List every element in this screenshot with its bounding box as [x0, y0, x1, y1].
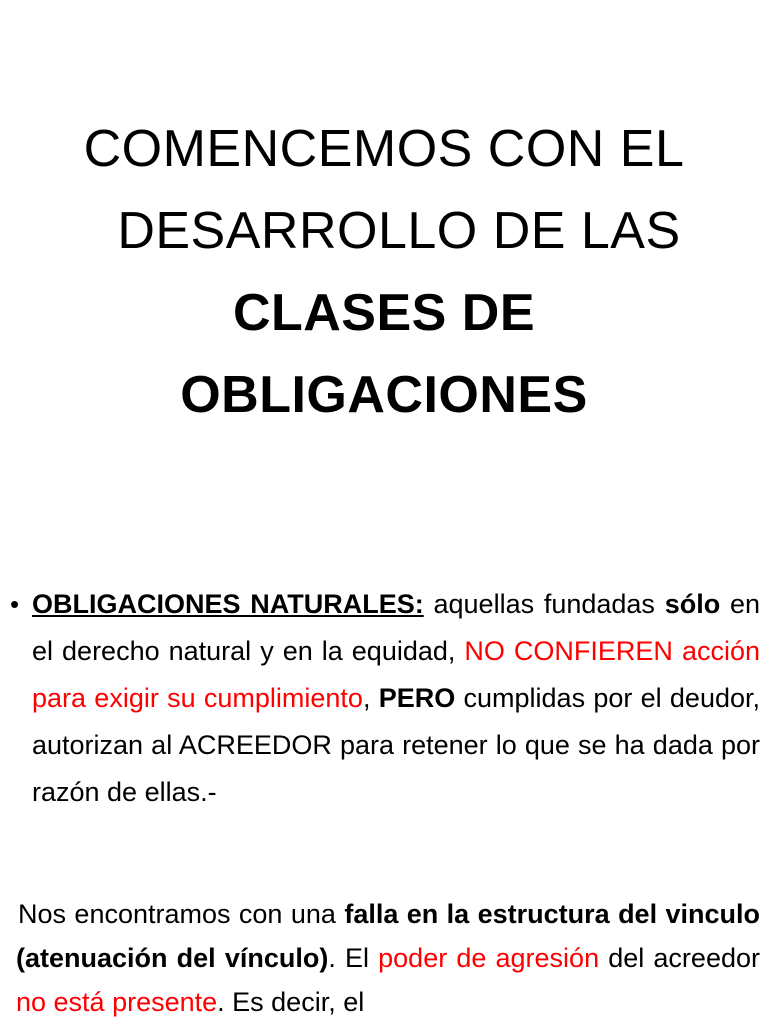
- title-line-4: [0, 354, 768, 436]
- bullet-solo: sólo: [664, 589, 721, 619]
- bullet-red-highlight: NO CONFIEREN acción para exigir su cumplimiento: [32, 636, 760, 713]
- title-line-3: [0, 272, 768, 354]
- para-red-1: poder de agresión: [378, 943, 600, 973]
- bullet-pero: PERO: [378, 683, 456, 713]
- bullet-text: [32, 581, 760, 816]
- bullet-text-4: cumplidas por el deudor, autorizan al ACREEDOR para retener lo que se ha dada por razón de ellas.-: [32, 683, 760, 807]
- para-text-2: . El: [328, 943, 379, 973]
- explanation-paragraph: [16, 892, 760, 1024]
- title-line-1: COMENCEMOS CON EL: [83, 120, 685, 178]
- bullet-marker: •: [10, 589, 20, 619]
- para-bold-1: falla en la estructura del vinculo (atenuación del vínculo): [16, 899, 760, 973]
- bullet-term: OBLIGACIONES NATURALES:: [32, 589, 424, 619]
- para-text-4: . Es decir, el: [217, 987, 365, 1017]
- bullet-text-3: ,: [362, 683, 379, 713]
- title-emphasis-1: CLASES DE: [232, 284, 536, 342]
- bullet-item-natural-obligations: [10, 581, 760, 816]
- bullet-text-2: en el derecho natural y en la equidad,: [32, 589, 760, 666]
- para-red-2: no está presente: [16, 987, 218, 1017]
- bullet-text-1: aquellas fundadas: [423, 589, 665, 619]
- title-emphasis-2: OBLIGACIONES: [180, 366, 588, 424]
- para-text-1: Nos encontramos con una: [18, 899, 345, 929]
- title-line-2: DESARROLLO DE LAS: [117, 202, 681, 260]
- slide-title: [0, 108, 768, 436]
- para-text-3: del acreedor: [599, 943, 760, 973]
